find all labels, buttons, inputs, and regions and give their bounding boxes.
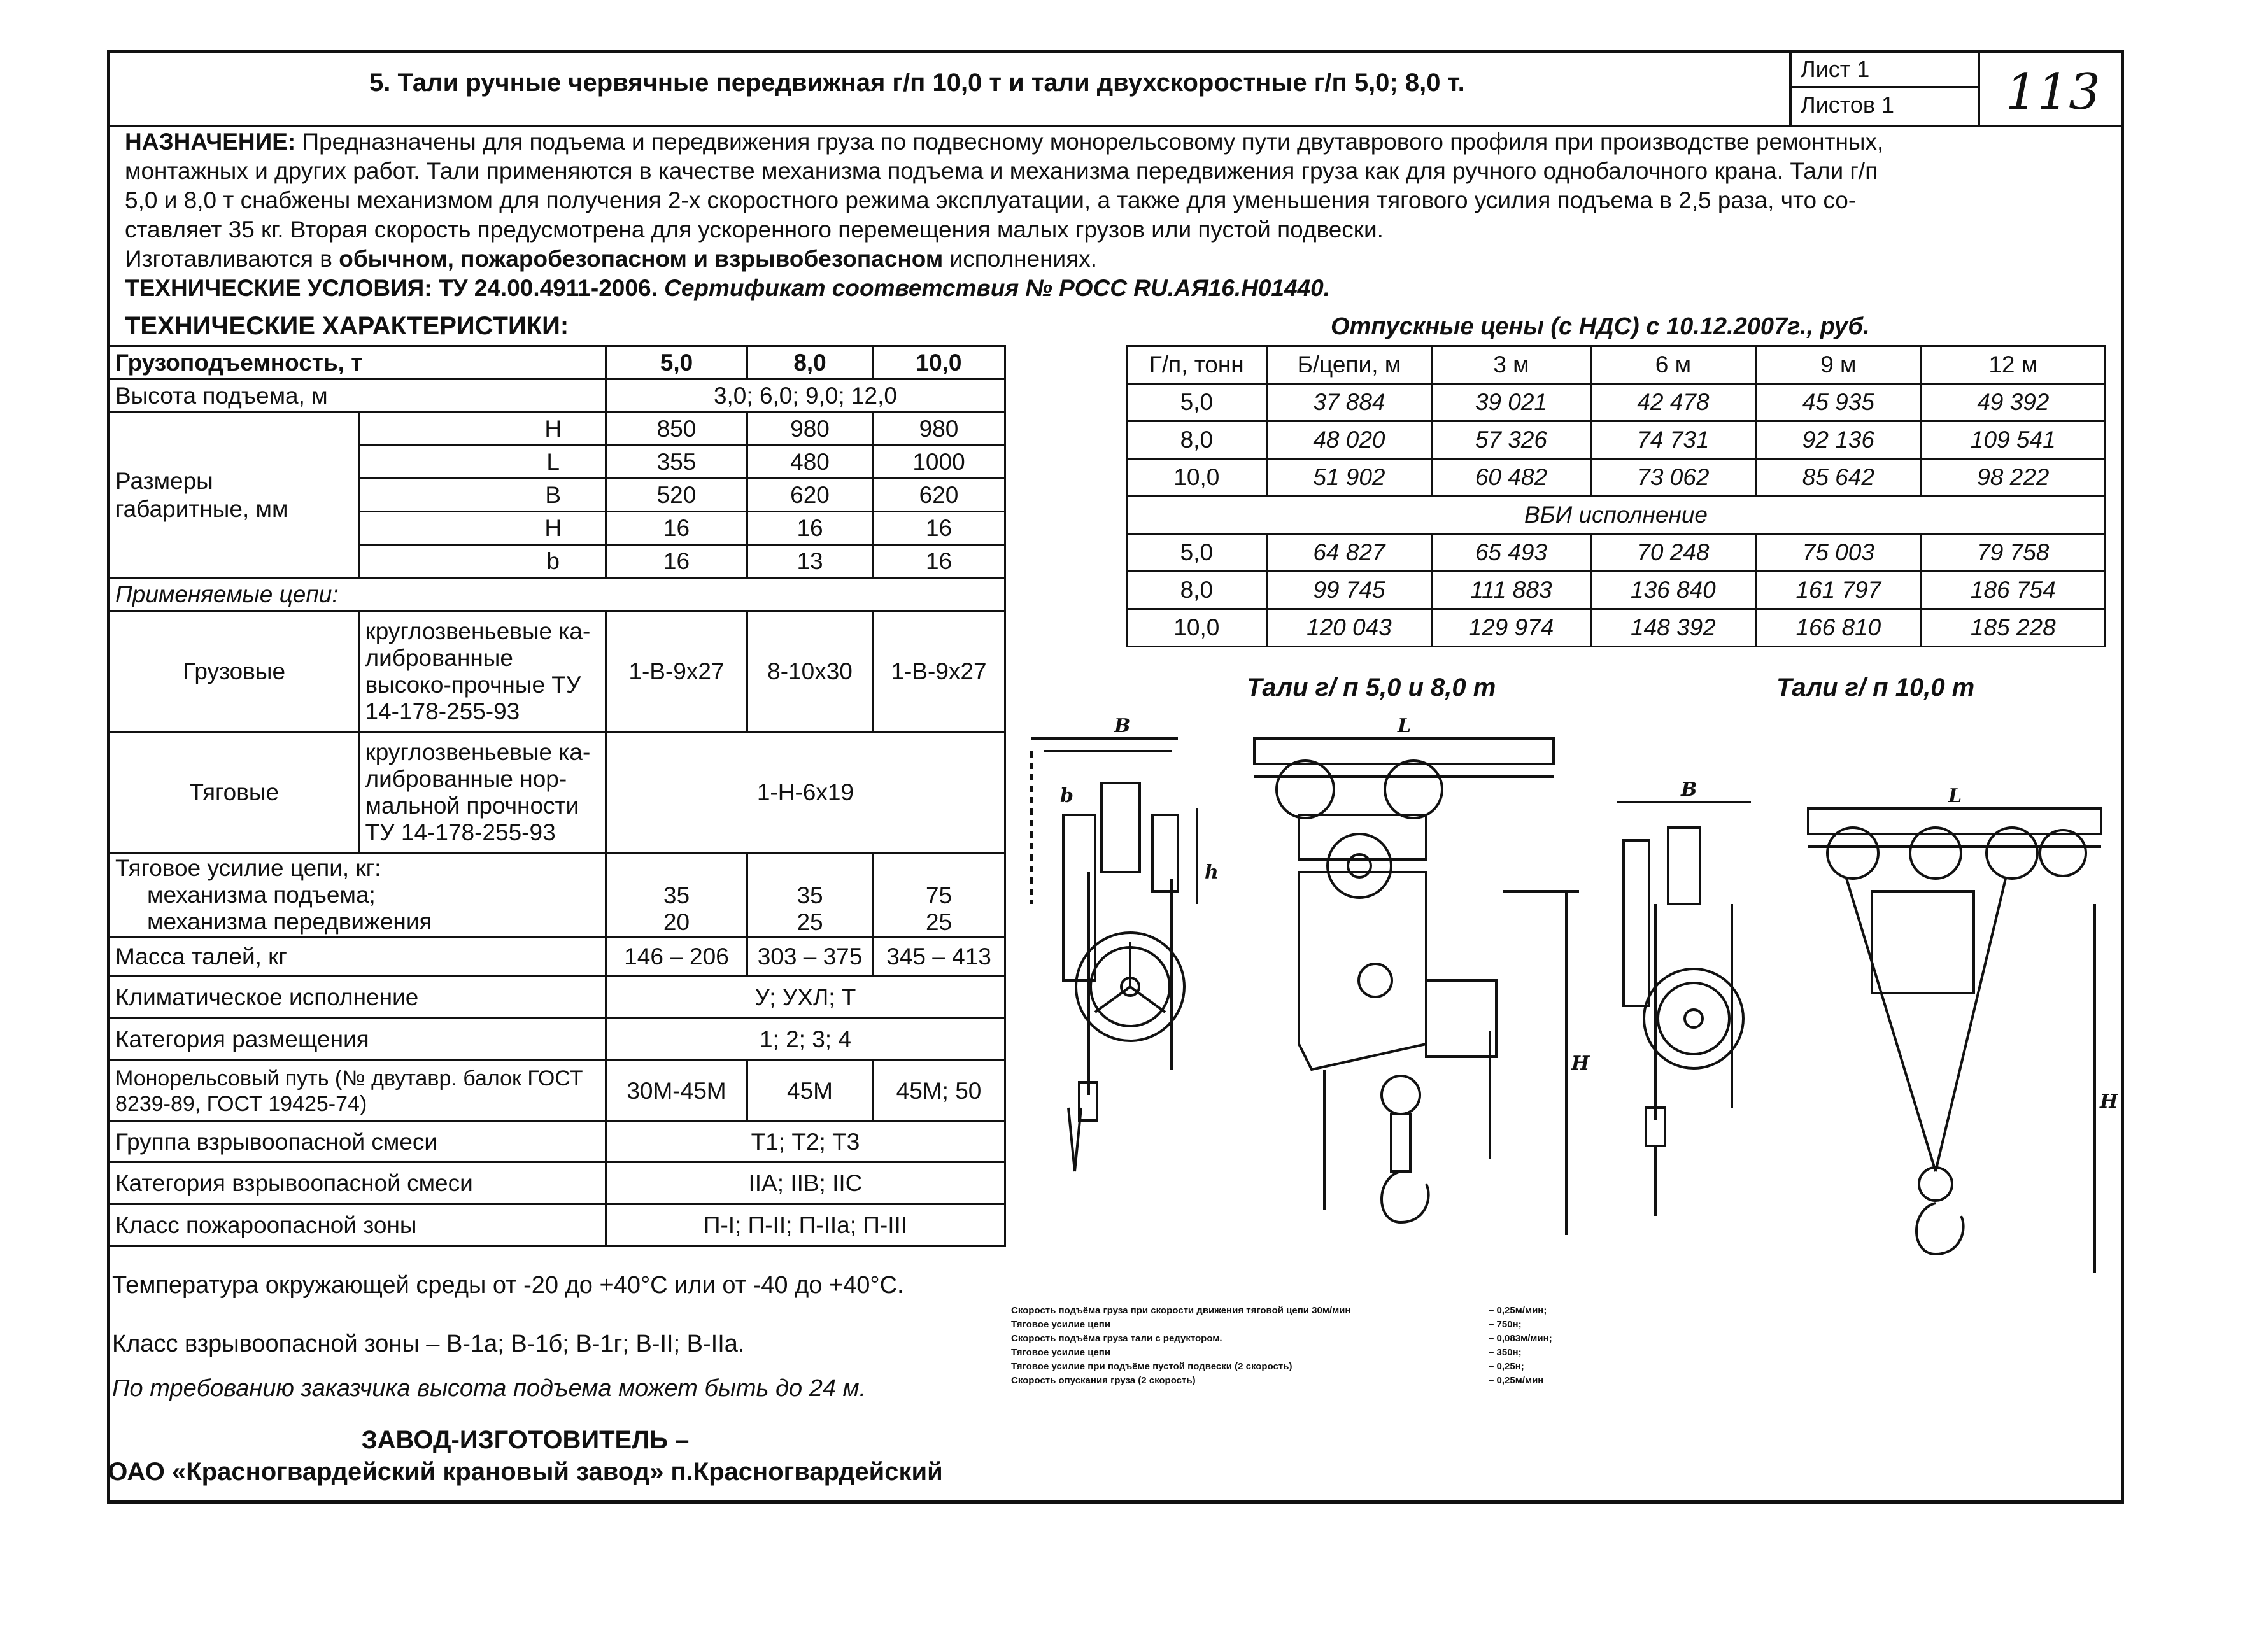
- dim-value: 850: [606, 413, 747, 446]
- dim-key: В: [359, 479, 606, 512]
- price-cell: 111 883: [1432, 572, 1590, 609]
- table-row: [1127, 572, 2106, 609]
- price-heading: Отпускные цены (с НДС) с 10.12.2007г., руб.: [1331, 313, 1870, 340]
- price-cell: 185 228: [1921, 609, 2105, 647]
- purpose-line-2: монтажных и других работ. Тали применяются в качестве механизма подъема и механизма передвижения груза как для ручного однобалочного крана. Тали г/п: [125, 158, 1878, 184]
- cargo-chain-value: 1-В-9х27: [873, 611, 1005, 732]
- table-row: [110, 1122, 1005, 1162]
- spec-table: [108, 345, 1006, 1247]
- table-row: [110, 977, 1005, 1019]
- effort-lift-value: 75: [925, 882, 953, 908]
- table-row: [110, 1019, 1005, 1061]
- price-cell: 166 810: [1756, 609, 1921, 647]
- dim-value: 620: [747, 479, 873, 512]
- price-cell: 109 541: [1921, 421, 2105, 459]
- speed-note-value: – 0,25м/мин;: [1489, 1305, 1547, 1316]
- exgroup-value: Т1; Т2; Т3: [606, 1122, 1005, 1162]
- price-cell: 8,0: [1127, 421, 1267, 459]
- speed-note-value: – 0,25н;: [1489, 1361, 1524, 1372]
- price-cell: 129 974: [1432, 609, 1590, 647]
- rail-value: 45М: [747, 1061, 873, 1122]
- purpose-line-3: 5,0 и 8,0 т снабжены механизмом для получения 2-х скоростного режима эксплуатации, а также для уменьшения тягового усилия подъема в 2,5 раза, что со-: [125, 187, 1857, 213]
- price-cell: 10,0: [1127, 609, 1267, 647]
- note-lift-height: По требованию заказчика высота подъема может быть до 24 м.: [112, 1375, 867, 1402]
- speed-note-text: Тяговое усилие при подъёме пустой подвески (2 скорость): [1011, 1361, 1292, 1372]
- mass-label: Масса талей, кг: [110, 937, 606, 977]
- table-row: [1127, 534, 2106, 572]
- dim-value: 520: [606, 479, 747, 512]
- col-header: 3 м: [1432, 346, 1590, 384]
- dim-key: L: [359, 446, 606, 479]
- effort-lift-label: механизма подъема;: [147, 881, 376, 908]
- col-header: Г/п, тонн: [1127, 346, 1267, 384]
- price-cell: 161 797: [1756, 572, 1921, 609]
- lift-value: 3,0; 6,0; 9,0; 12,0: [606, 379, 1005, 413]
- purpose-line-1: Предназначены для подъема и передвижения груза по подвесному монорельсовому пути двутаврового профиля при производстве ремонтных,: [295, 129, 1884, 155]
- page-title: 5. Тали ручные червячные передвижная г/п 10,0 т и тали двухскоростные г/п 5,0; 8,0 т.: [369, 69, 1465, 97]
- price-cell: 5,0: [1127, 384, 1267, 421]
- dim-key: b: [359, 545, 606, 578]
- speed-note-text: Скорость подъёма груза при скорости движения тяговой цепи 30м/мин: [1011, 1305, 1351, 1316]
- lift-label: Высота подъема, м: [110, 379, 606, 413]
- dim-value: 16: [606, 545, 747, 578]
- table-row: [1127, 384, 2106, 421]
- price-cell: 148 392: [1590, 609, 1755, 647]
- list-item: [1011, 1374, 1544, 1388]
- effort-col-2: [747, 853, 873, 937]
- mass-value: 303 – 375: [747, 937, 873, 977]
- mass-value: 146 – 206: [606, 937, 747, 977]
- dim-value: 980: [747, 413, 873, 446]
- price-cell: 60 482: [1432, 459, 1590, 497]
- placement-label: Категория размещения: [110, 1019, 606, 1061]
- price-cell: 75 003: [1756, 534, 1921, 572]
- price-cell: 48 020: [1266, 421, 1432, 459]
- price-cell: 136 840: [1590, 572, 1755, 609]
- vbi-label: ВБИ исполнение: [1127, 497, 2106, 534]
- dim-key: H: [359, 512, 606, 545]
- purpose-line-5a: Изготавливаются в: [125, 246, 339, 272]
- list-item: [1011, 1332, 1552, 1346]
- table-row: [110, 1204, 1005, 1246]
- dim-value: 16: [873, 545, 1005, 578]
- tech-specs-heading: ТЕХНИЧЕСКИЕ ХАРАКТЕРИСТИКИ:: [125, 312, 569, 340]
- price-cell: 37 884: [1266, 384, 1432, 421]
- traction-chain-desc: круглозвеньевые ка-либрованные нор-мальной прочности ТУ 14-178-255-93: [359, 732, 606, 853]
- price-cell: 73 062: [1590, 459, 1755, 497]
- traction-chain-value: 1-Н-6х19: [606, 732, 1005, 853]
- effort-col-3: [873, 853, 1005, 937]
- hoist-front-view-small: [1254, 738, 1579, 1235]
- effort-lift-value: 35: [797, 882, 823, 908]
- price-cell: 45 935: [1756, 384, 1921, 421]
- dims-label: Размеры габаритные, мм: [110, 413, 360, 578]
- dim-label-b: b: [1060, 785, 1073, 807]
- effort-travel-value: 20: [663, 909, 690, 935]
- certificate: Сертификат соответствия № РОСС RU.АЯ16.Н01440.: [664, 275, 1330, 301]
- note-temperature: Температура окружающей среды от -20 до +40°С или от -40 до +40°С.: [112, 1272, 904, 1299]
- speed-note-value: – 0,25м/мин: [1489, 1375, 1544, 1386]
- dim-label-L-large: L: [1948, 785, 1962, 807]
- price-cell: 74 731: [1590, 421, 1755, 459]
- dim-value: 980: [873, 413, 1005, 446]
- rail-value: 30М-45М: [606, 1061, 747, 1122]
- dim-label-B-large: В: [1681, 779, 1697, 801]
- dim-label-B: В: [1114, 715, 1131, 737]
- drawing-caption-5-8: Тали г/ п 5,0 и 8,0 т: [1247, 674, 1496, 702]
- speed-note-text: Скорость подъёма груза тали с редуктором.: [1011, 1333, 1222, 1344]
- excat-label: Категория взрывоопасной смеси: [110, 1162, 606, 1204]
- dim-label-H: Н: [1571, 1052, 1590, 1075]
- dim-value: 16: [873, 512, 1005, 545]
- capacity-3: 10,0: [873, 346, 1005, 379]
- tech-conditions: ТЕХНИЧЕСКИЕ УСЛОВИЯ: ТУ 24.00.4911-2006.: [125, 275, 665, 301]
- climate-label: Климатическое исполнение: [110, 977, 606, 1019]
- col-header: 9 м: [1756, 346, 1921, 384]
- table-row: [110, 732, 1005, 853]
- dim-label-h: h: [1205, 861, 1219, 884]
- price-cell: 42 478: [1590, 384, 1755, 421]
- capacity-label: Грузоподъемность, т: [110, 346, 606, 379]
- price-cell: 51 902: [1266, 459, 1432, 497]
- hoist-drawings: [1019, 713, 2118, 1286]
- price-cell: 186 754: [1921, 572, 2105, 609]
- speed-note-value: – 0,083м/мин;: [1489, 1333, 1552, 1344]
- cargo-chain-label: Грузовые: [110, 611, 360, 732]
- price-cell: 57 326: [1432, 421, 1590, 459]
- effort-travel-value: 25: [797, 909, 823, 935]
- cargo-chain-value: 8-10х30: [747, 611, 873, 732]
- purpose-line-5b: обычном, пожаробезопасном и взрывобезопасном: [339, 246, 944, 272]
- purpose-paragraph: [125, 127, 2111, 303]
- drawing-caption-10: Тали г/ п 10,0 т: [1776, 674, 1975, 702]
- cargo-chain-desc: круглозвеньевые ка-либрованные высоко-прочные ТУ 14-178-255-93: [359, 611, 606, 732]
- list-item: [1011, 1346, 1522, 1360]
- price-cell: 99 745: [1266, 572, 1432, 609]
- table-row: [110, 1162, 1005, 1204]
- table-row: [1127, 346, 2106, 384]
- table-row: [110, 413, 1005, 446]
- table-row: [110, 937, 1005, 977]
- chains-label: Применяемые цепи:: [110, 578, 1005, 611]
- capacity-1: 5,0: [606, 346, 747, 379]
- capacity-2: 8,0: [747, 346, 873, 379]
- table-row: [1127, 497, 2106, 534]
- dim-value: 480: [747, 446, 873, 479]
- price-cell: 98 222: [1921, 459, 2105, 497]
- speed-note-value: – 350н;: [1489, 1347, 1522, 1358]
- price-cell: 92 136: [1756, 421, 1921, 459]
- table-row: [110, 1061, 1005, 1122]
- table-row: [1127, 421, 2106, 459]
- speed-note-text: Тяговое усилие цепи: [1011, 1347, 1111, 1358]
- price-cell: 5,0: [1127, 534, 1267, 572]
- effort-title: Тяговое усилие цепи, кг:: [115, 854, 381, 881]
- price-table: [1126, 345, 2106, 647]
- table-row: [110, 578, 1005, 611]
- list-item: [1011, 1360, 1524, 1374]
- price-cell: 10,0: [1127, 459, 1267, 497]
- dim-value: 620: [873, 479, 1005, 512]
- effort-travel-value: 25: [925, 909, 953, 935]
- dim-value: 355: [606, 446, 747, 479]
- sheet-box: [1789, 52, 1980, 125]
- cargo-chain-value: 1-В-9х27: [606, 611, 747, 732]
- effort-col-1: [606, 853, 747, 937]
- effort-lift-value: 35: [663, 882, 690, 908]
- hoist-side-view-large: [1617, 802, 1751, 1216]
- price-cell: 64 827: [1266, 534, 1432, 572]
- sheets-label: Листов 1: [1801, 92, 1894, 118]
- purpose-line-5c: исполнениях.: [943, 246, 1098, 272]
- rail-value: 45М; 50: [873, 1061, 1005, 1122]
- dim-value: 16: [747, 512, 873, 545]
- table-row: [110, 346, 1005, 379]
- col-header: Б/цепи, м: [1266, 346, 1432, 384]
- dim-label-H-large: Н: [2100, 1091, 2118, 1113]
- purpose-label: НАЗНАЧЕНИЕ:: [125, 129, 296, 155]
- placement-value: 1; 2; 3; 4: [606, 1019, 1005, 1061]
- price-cell: 49 392: [1921, 384, 2105, 421]
- col-header: 12 м: [1921, 346, 2105, 384]
- exgroup-label: Группа взрывоопасной смеси: [110, 1122, 606, 1162]
- purpose-line-4: ставляет 35 кг. Вторая скорость предусмотрена для ускоренного перемещения малых грузов или пустой подвески.: [125, 216, 1384, 243]
- price-cell: 70 248: [1590, 534, 1755, 572]
- table-row: [110, 611, 1005, 732]
- manufacturer-name: ОАО «Красногвардейский крановый завод» п.Красногвардейский: [108, 1458, 943, 1486]
- price-cell: 39 021: [1432, 384, 1590, 421]
- table-row: [110, 379, 1005, 413]
- table-row: [1127, 609, 2106, 647]
- list-item: [1011, 1304, 1547, 1318]
- dim-value: 16: [606, 512, 747, 545]
- effort-label: [110, 853, 606, 937]
- fire-label: Класс пожароопасной зоны: [110, 1204, 606, 1246]
- speed-note-text: Скорость опускания груза (2 скорость): [1011, 1375, 1196, 1386]
- speed-note-value: – 750н;: [1489, 1319, 1522, 1330]
- dim-value: 1000: [873, 446, 1005, 479]
- hoist-side-view-small: [1031, 738, 1197, 1171]
- hoist-front-view-large: [1808, 808, 2101, 1273]
- note-ex-zone: Класс взрывоопасной зоны – В-1а; В-1б; В-1г; В-II; В-IIа.: [112, 1331, 745, 1357]
- dim-label-L: L: [1398, 715, 1412, 737]
- price-cell: 65 493: [1432, 534, 1590, 572]
- col-header: 6 м: [1590, 346, 1755, 384]
- price-cell: 85 642: [1756, 459, 1921, 497]
- price-cell: 8,0: [1127, 572, 1267, 609]
- list-item: [1011, 1318, 1522, 1332]
- price-cell: 79 758: [1921, 534, 2105, 572]
- manufacturer-title: ЗАВОД-ИЗГОТОВИТЕЛЬ –: [361, 1426, 690, 1454]
- effort-travel-label: механизма передвижения: [147, 908, 432, 935]
- fire-value: П-I; П-II; П-IIа; П-III: [606, 1204, 1005, 1246]
- table-row: [110, 853, 1005, 937]
- table-row: [1127, 459, 2106, 497]
- climate-value: У; УХЛ; Т: [606, 977, 1005, 1019]
- speed-notes: [1011, 1304, 1552, 1388]
- dim-value: 13: [747, 545, 873, 578]
- mass-value: 345 – 413: [873, 937, 1005, 977]
- traction-chain-label: Тяговые: [110, 732, 360, 853]
- rail-label: Монорельсовый путь (№ двутавр. балок ГОСТ 8239-89, ГОСТ 19425-74): [110, 1061, 606, 1122]
- dim-key: Н: [359, 413, 606, 446]
- handwritten-page-number: 113: [2006, 64, 2100, 121]
- sheet-label: Лист 1: [1792, 52, 1978, 88]
- price-cell: 120 043: [1266, 609, 1432, 647]
- excat-value: IIА; IIВ; IIС: [606, 1162, 1005, 1204]
- speed-note-text: Тяговое усилие цепи: [1011, 1319, 1111, 1330]
